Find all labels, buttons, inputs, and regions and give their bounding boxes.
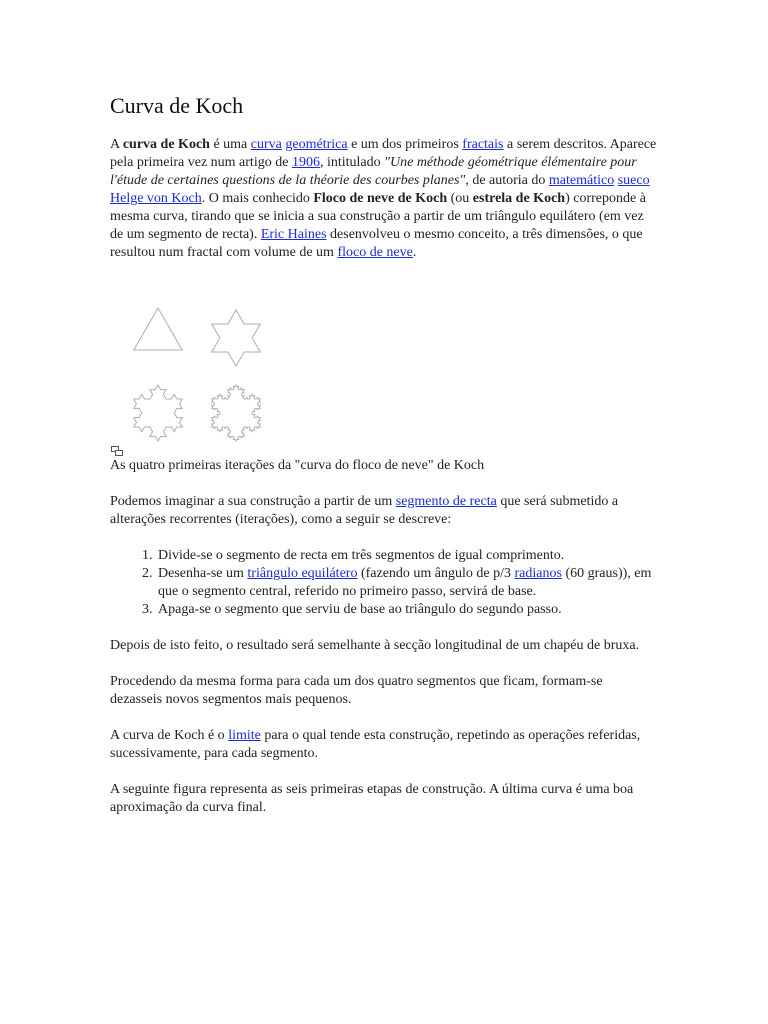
link-sueco[interactable]: sueco — [617, 173, 650, 188]
list-item: 3. Apaga-se o segmento que serviu de base ao triângulo do segundo passo. — [156, 601, 658, 619]
limit-paragraph — [110, 727, 658, 763]
text: que será submetido a alterações recorrentes (iterações), como a seguir se descreve: — [110, 494, 619, 527]
link-curva[interactable]: curva — [250, 137, 282, 152]
koch-iteration-1 — [212, 310, 261, 366]
text: (ou — [447, 191, 473, 206]
text: . O mais conhecido — [201, 191, 314, 206]
text: ) correponde à mesma curva, tirando que se inicia a sua construção a partir de um triângulo equilátero (em vez de um segmento de recta). — [110, 191, 646, 242]
list-item — [156, 565, 658, 601]
koch-iteration-2 — [134, 385, 183, 441]
text: , intitulado — [319, 155, 385, 170]
link-matematico[interactable]: matemático — [548, 173, 615, 188]
link-fractais[interactable]: fractais — [462, 137, 504, 152]
link-1906[interactable]: 1906 — [291, 155, 320, 170]
text: desenvolveu o mesmo conceito, a três dimensões, o que resultou num fractal com volume de um — [110, 227, 643, 260]
link-eric-haines[interactable]: Eric Haines — [260, 227, 327, 242]
text: A curva de Koch é o — [110, 728, 229, 743]
intro-paragraph — [110, 136, 658, 262]
bold-term: curva de Koch — [122, 137, 210, 152]
link-triangulo-equilatero[interactable]: triângulo equilátero — [247, 566, 358, 581]
link-segmento-de-recta[interactable]: segmento de recta — [395, 494, 497, 509]
construction-paragraph — [110, 493, 658, 529]
link-helge-von-koch[interactable]: Helge von Koch — [110, 191, 202, 206]
text: a serem descritos. Aparece pela primeira vez num artigo de — [110, 137, 657, 170]
bold-term: Floco de neve de Koch — [313, 191, 448, 206]
article — [110, 92, 658, 817]
text: (fazendo um ângulo de p/3 — [357, 566, 515, 581]
koch-iteration-3 — [212, 385, 261, 441]
text: . — [412, 245, 417, 260]
text: e um dos primeiros — [347, 137, 463, 152]
segments-paragraph: Procedendo da mesma forma para cada um dos quatro segmentos que ficam, formam-se dezasseis novos segmentos mais pequenos. — [110, 674, 603, 707]
text: A — [110, 137, 123, 152]
enlarge-icon[interactable] — [110, 445, 124, 457]
construction-steps-list — [110, 547, 658, 619]
list-item: 1. Divide-se o segmento de recta em três segmentos de igual comprimento. — [156, 547, 658, 565]
text: para o qual tende esta construção, repetindo as operações referidas, sucessivamente, para cada segmento. — [110, 728, 641, 761]
text: Podemos imaginar a sua construção a partir de um — [110, 494, 396, 509]
link-radianos[interactable]: radianos — [514, 566, 562, 581]
text: , de autoria do — [465, 173, 549, 188]
result-paragraph: Depois de isto feito, o resultado será semelhante à secção longitudinal de um chapéu de bruxa. — [110, 638, 640, 653]
text: Desenha-se um — [158, 566, 248, 581]
italic-title: "Une méthode géométrique élémentaire pour l'étude de certaines questions de la théorie des courbes planes" — [110, 155, 637, 188]
koch-iterations-image — [110, 278, 290, 443]
koch-iteration-0 — [134, 308, 183, 350]
final-paragraph: A seguinte figura representa as seis primeiras etapas de construção. A última curva é uma boa aproximação da curva final. — [110, 782, 634, 815]
figure-caption: As quatro primeiras iterações da "curva do floco de neve" de Koch — [110, 458, 485, 473]
link-floco-de-neve[interactable]: floco de neve — [337, 245, 413, 260]
text: (60 graus)), em que o segmento central, referido no primeiro passo, servirá de base. — [158, 566, 652, 599]
bold-term: estrela de Koch — [472, 191, 566, 206]
koch-snowflake-figure — [110, 278, 658, 443]
text: é uma — [209, 137, 251, 152]
page-title: Curva de Koch — [110, 93, 244, 118]
link-geometrica[interactable]: geométrica — [285, 137, 348, 152]
link-limite[interactable]: limite — [228, 728, 261, 743]
